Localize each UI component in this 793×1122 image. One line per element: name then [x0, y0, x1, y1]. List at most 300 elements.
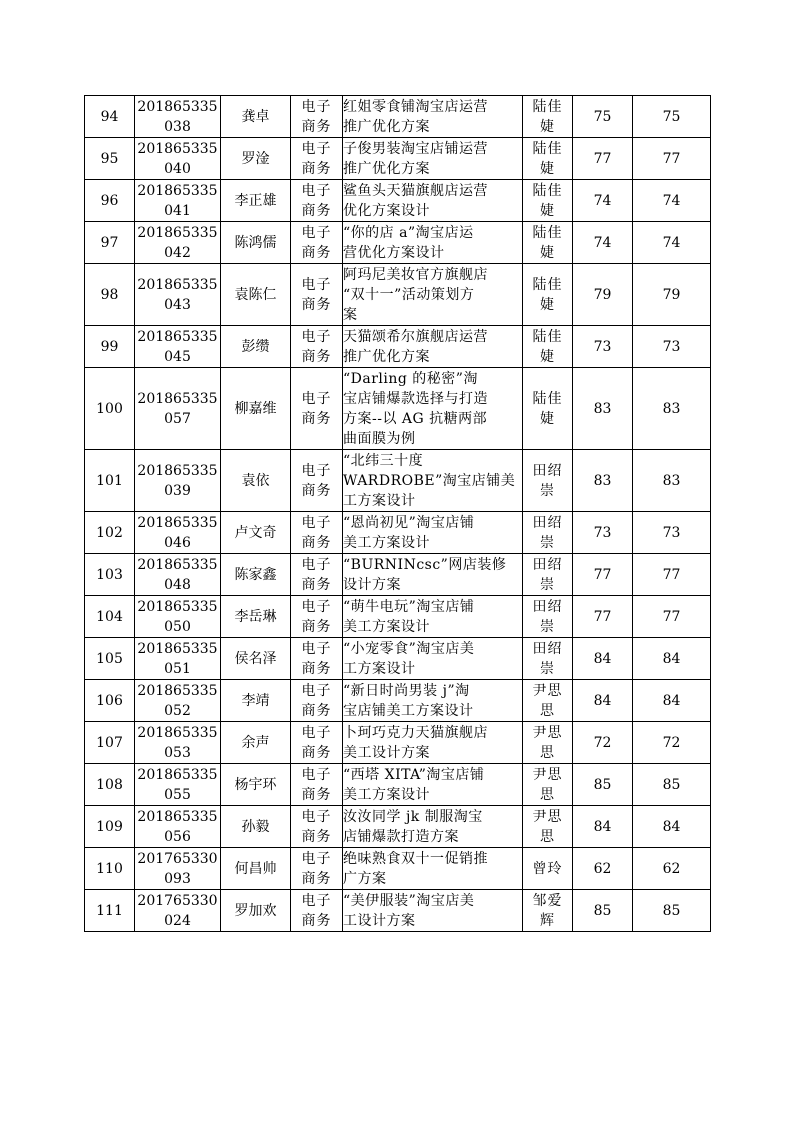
cell-major: [291, 638, 343, 680]
cell-thesis-title: [343, 596, 523, 638]
cell-major-line: 电子: [301, 140, 332, 157]
table-row: [85, 96, 711, 138]
cell-final-score: 84: [633, 638, 711, 680]
cell-advisor: [523, 96, 573, 138]
cell-major-line: 电子: [301, 98, 332, 115]
cell-advisor-line: 婕: [540, 348, 555, 365]
cell-thesis-title: [343, 638, 523, 680]
cell-major: [291, 96, 343, 138]
cell-major-line: 电子: [301, 556, 332, 573]
cell-seq-no: 102: [85, 512, 135, 554]
cell-student-id-line: 201865335: [137, 724, 218, 741]
cell-major: [291, 596, 343, 638]
cell-advisor-line: 田绍: [532, 598, 563, 615]
cell-student-name: 袁依: [221, 450, 291, 512]
cell-student-id-line: 201865335: [137, 276, 218, 293]
cell-final-score: 79: [633, 264, 711, 326]
cell-thesis-title: [343, 96, 523, 138]
cell-student-id-line: 052: [164, 702, 191, 719]
cell-seq-no: 94: [85, 96, 135, 138]
cell-student-id-line: 201865335: [137, 682, 218, 699]
cell-major-line: 电子: [301, 514, 332, 531]
cell-advisor-line: 尹思: [532, 724, 563, 741]
cell-advisor-line: 陆佳: [532, 328, 563, 345]
table-row: [85, 326, 711, 368]
cell-major-line: 商务: [301, 660, 332, 677]
cell-advisor-line: 陆佳: [532, 140, 563, 157]
cell-advisor: [523, 180, 573, 222]
cell-major-line: 电子: [301, 328, 332, 345]
cell-final-score: 84: [633, 806, 711, 848]
cell-major-line: 商务: [301, 482, 332, 499]
cell-advisor: [523, 848, 573, 890]
cell-student-id-line: 038: [164, 118, 191, 135]
cell-thesis-title-line: 营优化方案设计: [343, 244, 445, 261]
cell-thesis-title: [343, 222, 523, 264]
cell-major-line: 电子: [301, 682, 332, 699]
cell-student-id: [135, 222, 221, 264]
cell-student-id: [135, 554, 221, 596]
cell-thesis-title: [343, 138, 523, 180]
cell-major: [291, 890, 343, 932]
cell-student-id-line: 093: [164, 870, 191, 887]
cell-advisor-line: 曾玲: [532, 860, 563, 877]
table-row: [85, 806, 711, 848]
cell-advisor-line: 思: [540, 702, 555, 719]
table-row: [85, 764, 711, 806]
cell-thesis-title-line: 美工设计方案: [343, 744, 430, 761]
cell-major-line: 电子: [301, 598, 332, 615]
table-row: [85, 680, 711, 722]
cell-final-score: 77: [633, 138, 711, 180]
cell-seq-no: 108: [85, 764, 135, 806]
cell-score: 84: [573, 806, 633, 848]
cell-student-id: [135, 806, 221, 848]
cell-advisor: [523, 222, 573, 264]
cell-student-id-line: 048: [164, 576, 191, 593]
cell-advisor-line: 思: [540, 828, 555, 845]
cell-student-id-line: 040: [164, 160, 191, 177]
cell-thesis-title: [343, 180, 523, 222]
cell-student-id: [135, 264, 221, 326]
cell-advisor-line: 田绍: [532, 556, 563, 573]
cell-thesis-title: [343, 326, 523, 368]
cell-major-line: 电子: [301, 640, 332, 657]
cell-final-score: 83: [633, 368, 711, 450]
cell-major: [291, 450, 343, 512]
cell-major: [291, 764, 343, 806]
cell-major-line: 电子: [301, 850, 332, 867]
cell-student-id: [135, 722, 221, 764]
cell-student-id: [135, 138, 221, 180]
cell-thesis-title: [343, 890, 523, 932]
cell-thesis-title-line: 阿玛尼美妆官方旗舰店: [343, 266, 488, 283]
cell-final-score: 74: [633, 222, 711, 264]
cell-seq-no: 109: [85, 806, 135, 848]
cell-thesis-title: [343, 512, 523, 554]
cell-seq-no: 105: [85, 638, 135, 680]
cell-seq-no: 101: [85, 450, 135, 512]
cell-student-name: 孙毅: [221, 806, 291, 848]
cell-final-score: 72: [633, 722, 711, 764]
cell-student-id-line: 046: [164, 534, 191, 551]
cell-advisor: [523, 890, 573, 932]
cell-final-score: 83: [633, 450, 711, 512]
cell-final-score: 62: [633, 848, 711, 890]
cell-advisor-line: 陆佳: [532, 182, 563, 199]
cell-seq-no: 95: [85, 138, 135, 180]
cell-student-id: [135, 596, 221, 638]
cell-advisor-line: 婕: [540, 202, 555, 219]
cell-major-line: 商务: [301, 160, 332, 177]
cell-score: 83: [573, 450, 633, 512]
cell-major: [291, 264, 343, 326]
cell-thesis-title: [343, 764, 523, 806]
cell-major: [291, 848, 343, 890]
cell-thesis-title: [343, 680, 523, 722]
cell-major-line: 商务: [301, 912, 332, 929]
cell-score: 84: [573, 638, 633, 680]
cell-major: [291, 368, 343, 450]
cell-advisor: [523, 138, 573, 180]
cell-student-name: 陈鸿儒: [221, 222, 291, 264]
cell-student-id: [135, 848, 221, 890]
cell-thesis-title-line: “萌牛电玩”淘宝店铺: [343, 598, 475, 615]
cell-student-name: 陈家鑫: [221, 554, 291, 596]
cell-advisor-line: 婕: [540, 244, 555, 261]
cell-student-id: [135, 638, 221, 680]
cell-thesis-title-line: 天猫颂希尔旗舰店运营: [343, 328, 488, 345]
cell-major-line: 电子: [301, 724, 332, 741]
cell-thesis-title-line: “新日时尚男装 j”淘: [343, 682, 470, 699]
cell-seq-no: 100: [85, 368, 135, 450]
cell-student-name: 卢文奇: [221, 512, 291, 554]
cell-major-line: 商务: [301, 786, 332, 803]
cell-advisor-line: 婕: [540, 160, 555, 177]
table-body: [85, 96, 711, 932]
table-row: [85, 368, 711, 450]
cell-major-line: 商务: [301, 744, 332, 761]
cell-advisor-line: 陆佳: [532, 224, 563, 241]
cell-score: 77: [573, 596, 633, 638]
cell-student-id-line: 201865335: [137, 328, 218, 345]
cell-thesis-title: [343, 264, 523, 326]
cell-major-line: 电子: [301, 462, 332, 479]
cell-final-score: 84: [633, 680, 711, 722]
cell-advisor-line: 尹思: [532, 766, 563, 783]
cell-student-id-line: 051: [164, 660, 191, 677]
cell-thesis-title-line: “BURNINcsc”网店装修: [343, 556, 507, 573]
cell-thesis-title-line: 广方案: [343, 870, 387, 887]
cell-score: 85: [573, 890, 633, 932]
cell-student-id: [135, 680, 221, 722]
cell-thesis-title-line: “小宠零食”淘宝店美: [343, 640, 475, 657]
cell-major-line: 商务: [301, 244, 332, 261]
cell-score: 72: [573, 722, 633, 764]
cell-advisor-line: 思: [540, 744, 555, 761]
cell-major-line: 商务: [301, 410, 332, 427]
cell-advisor-line: 陆佳: [532, 276, 563, 293]
cell-seq-no: 99: [85, 326, 135, 368]
cell-thesis-title-line: “北纬三十度: [343, 452, 424, 469]
cell-score: 84: [573, 680, 633, 722]
cell-major-line: 商务: [301, 618, 332, 635]
cell-student-id-line: 201865335: [137, 640, 218, 657]
cell-student-name: 杨宇环: [221, 764, 291, 806]
cell-student-id-line: 201865335: [137, 140, 218, 157]
cell-thesis-title-line: 曲面膜为例: [343, 430, 416, 447]
cell-student-id-line: 055: [164, 786, 191, 803]
cell-thesis-title-line: 店铺爆款打造方案: [343, 828, 459, 845]
cell-major: [291, 554, 343, 596]
cell-seq-no: 111: [85, 890, 135, 932]
cell-thesis-title-line: 方案--以 AG 抗糖两部: [343, 410, 488, 427]
cell-advisor-line: 崇: [540, 660, 555, 677]
cell-advisor-line: 婕: [540, 410, 555, 427]
cell-final-score: 74: [633, 180, 711, 222]
cell-advisor: [523, 680, 573, 722]
cell-student-id-line: 201865335: [137, 556, 218, 573]
cell-advisor-line: 婕: [540, 296, 555, 313]
cell-thesis-title-line: 绝味熟食双十一促销推: [343, 850, 488, 867]
cell-score: 62: [573, 848, 633, 890]
cell-thesis-title-line: 推广优化方案: [343, 348, 430, 365]
cell-advisor-line: 陆佳: [532, 98, 563, 115]
cell-student-id-line: 201765330: [137, 850, 218, 867]
table-row: [85, 264, 711, 326]
table-row: [85, 596, 711, 638]
cell-major: [291, 806, 343, 848]
cell-major-line: 电子: [301, 276, 332, 293]
cell-advisor-line: 田绍: [532, 640, 563, 657]
table-row: [85, 180, 711, 222]
cell-student-id-line: 024: [164, 912, 191, 929]
cell-student-id-line: 039: [164, 482, 191, 499]
cell-advisor: [523, 554, 573, 596]
cell-major-line: 商务: [301, 118, 332, 135]
cell-student-id-line: 042: [164, 244, 191, 261]
cell-student-id-line: 201865335: [137, 514, 218, 531]
table-row: [85, 848, 711, 890]
cell-student-id-line: 201865335: [137, 224, 218, 241]
cell-score: 75: [573, 96, 633, 138]
cell-thesis-title-line: 汝汝同学 jk 制服淘宝: [343, 808, 483, 825]
cell-thesis-title-line: WARDROBE”淘宝店铺美: [343, 472, 516, 489]
cell-thesis-title: [343, 450, 523, 512]
cell-student-name: 龚卓: [221, 96, 291, 138]
cell-thesis-title: [343, 722, 523, 764]
cell-advisor-line: 田绍: [532, 462, 563, 479]
cell-student-name: 罗淦: [221, 138, 291, 180]
cell-thesis-title-line: 优化方案设计: [343, 202, 430, 219]
cell-thesis-title-line: “美伊服装”淘宝店美: [343, 892, 475, 909]
cell-major-line: 商务: [301, 202, 332, 219]
cell-final-score: 75: [633, 96, 711, 138]
cell-student-name: 彭缵: [221, 326, 291, 368]
cell-thesis-title-line: 工方案设计: [343, 660, 416, 677]
cell-student-name: 李靖: [221, 680, 291, 722]
cell-advisor: [523, 596, 573, 638]
cell-major-line: 商务: [301, 870, 332, 887]
cell-advisor-line: 婕: [540, 118, 555, 135]
cell-major-line: 电子: [301, 766, 332, 783]
cell-student-id-line: 043: [164, 296, 191, 313]
cell-advisor-line: 崇: [540, 482, 555, 499]
cell-student-id-line: 050: [164, 618, 191, 635]
cell-student-id-line: 201865335: [137, 766, 218, 783]
cell-seq-no: 110: [85, 848, 135, 890]
cell-student-name: 何昌帅: [221, 848, 291, 890]
cell-thesis-title-line: “双十一”活动策划方: [343, 286, 475, 303]
cell-thesis-title: [343, 848, 523, 890]
cell-score: 79: [573, 264, 633, 326]
cell-advisor-line: 崇: [540, 576, 555, 593]
cell-advisor-line: 辉: [540, 912, 555, 929]
cell-thesis-title-line: 推广优化方案: [343, 118, 430, 135]
cell-advisor-line: 思: [540, 786, 555, 803]
cell-student-id-line: 201865335: [137, 808, 218, 825]
cell-major: [291, 138, 343, 180]
cell-advisor: [523, 368, 573, 450]
cell-advisor: [523, 512, 573, 554]
cell-advisor: [523, 638, 573, 680]
cell-student-id: [135, 890, 221, 932]
cell-thesis-title-line: 推广优化方案: [343, 160, 430, 177]
cell-student-id: [135, 180, 221, 222]
cell-major-line: 商务: [301, 296, 332, 313]
cell-student-id-line: 201865335: [137, 390, 218, 407]
cell-score: 85: [573, 764, 633, 806]
cell-student-id: [135, 512, 221, 554]
cell-seq-no: 107: [85, 722, 135, 764]
cell-thesis-title-line: “你的店 a”淘宝店运: [343, 224, 474, 241]
cell-final-score: 85: [633, 764, 711, 806]
cell-major: [291, 722, 343, 764]
cell-final-score: 85: [633, 890, 711, 932]
cell-thesis-title-line: 宝店铺美工方案设计: [343, 702, 474, 719]
results-table: [84, 95, 711, 932]
table-row: [85, 222, 711, 264]
cell-advisor: [523, 450, 573, 512]
cell-student-id-line: 201865335: [137, 462, 218, 479]
cell-major-line: 商务: [301, 702, 332, 719]
cell-major-line: 电子: [301, 182, 332, 199]
cell-student-id: [135, 368, 221, 450]
cell-seq-no: 103: [85, 554, 135, 596]
cell-seq-no: 98: [85, 264, 135, 326]
cell-thesis-title-line: “Darling 的秘密”淘: [343, 370, 478, 387]
cell-thesis-title-line: 红姐零食铺淘宝店运营: [343, 98, 488, 115]
cell-major-line: 商务: [301, 534, 332, 551]
cell-thesis-title-line: 美工方案设计: [343, 786, 430, 803]
cell-thesis-title: [343, 806, 523, 848]
cell-major-line: 电子: [301, 390, 332, 407]
cell-final-score: 77: [633, 596, 711, 638]
cell-student-name: 柳嘉维: [221, 368, 291, 450]
cell-student-name: 罗加欢: [221, 890, 291, 932]
cell-thesis-title-line: 鲨鱼头天猫旗舰店运营: [343, 182, 488, 199]
cell-thesis-title-line: 宝店铺爆款选择与打造: [343, 390, 488, 407]
cell-advisor: [523, 806, 573, 848]
cell-student-id: [135, 764, 221, 806]
cell-advisor-line: 崇: [540, 534, 555, 551]
cell-major: [291, 222, 343, 264]
cell-student-name: 侯名泽: [221, 638, 291, 680]
cell-seq-no: 96: [85, 180, 135, 222]
cell-major: [291, 326, 343, 368]
cell-advisor: [523, 264, 573, 326]
cell-major: [291, 680, 343, 722]
table-row: [85, 450, 711, 512]
cell-advisor-line: 田绍: [532, 514, 563, 531]
cell-student-id-line: 041: [164, 202, 191, 219]
cell-score: 74: [573, 180, 633, 222]
cell-thesis-title-line: “西塔 XITA”淘宝店铺: [343, 766, 485, 783]
cell-advisor: [523, 764, 573, 806]
cell-student-id: [135, 450, 221, 512]
cell-student-id-line: 053: [164, 744, 191, 761]
cell-advisor-line: 尹思: [532, 682, 563, 699]
table-row: [85, 722, 711, 764]
cell-thesis-title-line: 卜珂巧克力天猫旗舰店: [343, 724, 488, 741]
cell-score: 73: [573, 326, 633, 368]
cell-student-id-line: 201765330: [137, 892, 218, 909]
cell-thesis-title: [343, 554, 523, 596]
cell-major-line: 商务: [301, 828, 332, 845]
cell-score: 74: [573, 222, 633, 264]
cell-thesis-title-line: 工方案设计: [343, 492, 416, 509]
cell-thesis-title-line: 美工方案设计: [343, 534, 430, 551]
cell-seq-no: 97: [85, 222, 135, 264]
cell-advisor-line: 崇: [540, 618, 555, 635]
table-row: [85, 512, 711, 554]
cell-thesis-title: [343, 368, 523, 450]
table-row: [85, 138, 711, 180]
cell-student-id-line: 056: [164, 828, 191, 845]
cell-seq-no: 106: [85, 680, 135, 722]
cell-score: 77: [573, 138, 633, 180]
cell-score: 77: [573, 554, 633, 596]
cell-final-score: 73: [633, 326, 711, 368]
cell-student-name: 袁陈仁: [221, 264, 291, 326]
cell-advisor: [523, 722, 573, 764]
cell-student-name: 余声: [221, 722, 291, 764]
cell-major-line: 电子: [301, 224, 332, 241]
cell-student-name: 李正雄: [221, 180, 291, 222]
cell-thesis-title-line: 工设计方案: [343, 912, 416, 929]
cell-student-id: [135, 96, 221, 138]
cell-thesis-title-line: 子俊男装淘宝店铺运营: [343, 140, 488, 157]
cell-major-line: 商务: [301, 576, 332, 593]
table-row: [85, 890, 711, 932]
cell-advisor: [523, 326, 573, 368]
cell-major: [291, 512, 343, 554]
table-row: [85, 554, 711, 596]
cell-final-score: 73: [633, 512, 711, 554]
cell-final-score: 77: [633, 554, 711, 596]
cell-student-id-line: 045: [164, 348, 191, 365]
cell-advisor-line: 尹思: [532, 808, 563, 825]
cell-major-line: 电子: [301, 892, 332, 909]
cell-thesis-title-line: 案: [343, 306, 358, 323]
cell-score: 73: [573, 512, 633, 554]
cell-major: [291, 180, 343, 222]
cell-student-id-line: 201865335: [137, 598, 218, 615]
cell-advisor-line: 邹爱: [532, 892, 563, 909]
cell-advisor-line: 陆佳: [532, 390, 563, 407]
cell-student-name: 李岳琳: [221, 596, 291, 638]
cell-thesis-title-line: 美工方案设计: [343, 618, 430, 635]
